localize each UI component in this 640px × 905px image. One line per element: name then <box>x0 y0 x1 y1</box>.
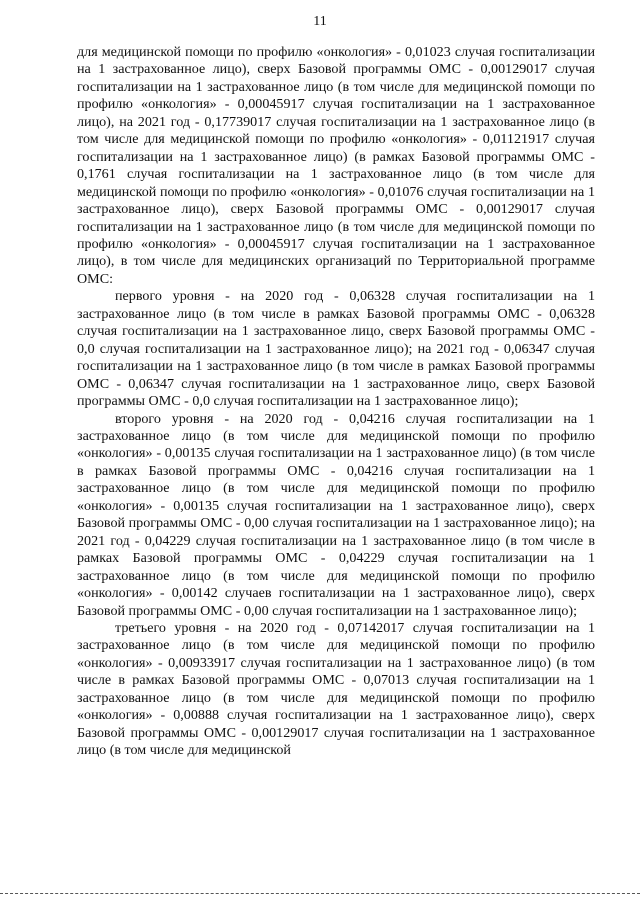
scan-edge-rule <box>0 893 640 894</box>
paragraph-third-level: третьего уровня - на 2020 год - 0,07142017 случая госпитализации на 1 застрахованное лицо (в том числе для медицинской помощи по профилю «онкология» - 0,00933917 случая госпитализации на 1 застрахованное лицо) (в том числе в рамках Базовой программы ОМС - 0,07013 случая госпитализации на 1 застрахованное лицо (в том числе для медицинской помощи по профилю «онкология» - 0,00888 случая госпитализации на 1 застрахованное лицо), сверх Базовой программы ОМС - 0,00129017 случая госпитализации на 1 застрахованное лицо (в том числе для медицинской <box>77 619 595 759</box>
paragraph-first-level: первого уровня - на 2020 год - 0,06328 случая госпитализации на 1 застрахованное лицо (в том числе в рамках Базовой программы ОМС - 0,06328 случая госпитализации на 1 застрахованное лицо, сверх Базовой программы ОМС - 0,0 случая госпитализации на 1 застрахованное лицо); на 2021 год - 0,06347 случая госпитализации на 1 застрахованное лицо (в том числе в рамках Базовой программы ОМС - 0,06347 случая госпитализации на 1 застрахованное лицо, сверх Базовой программы ОМС - 0,0 случая госпитализации на 1 застрахованное лицо); <box>77 288 595 410</box>
page-number: 11 <box>313 14 327 29</box>
document-body <box>77 44 595 760</box>
paragraph-second-level: второго уровня - на 2020 год - 0,04216 случая госпитализации на 1 застрахованное лицо (в том числе для медицинской помощи по профилю «онкология» - 0,00135 случая госпитализации на 1 застрахованное лицо) (в том числе в рамках Базовой программы ОМС - 0,04216 случая госпитализации на 1 застрахованное лицо (в том числе для медицинской помощи по профилю «онкология» - 0,00135 случая госпитализации на 1 застрахованное лицо), сверх Базовой программы ОМС - 0,00 случая госпитализации на 1 застрахованное лицо); на 2021 год - 0,04229 случая госпитализации на 1 застрахованное лицо (в том числе в рамках Базовой программы ОМС - 0,04229 случая госпитализации на 1 застрахованное лицо (в том числе для медицинской помощи по профилю «онкология» - 0,00142 случаев госпитализации на 1 застрахованное лицо), сверх Базовой программы ОМС - 0,00 случая госпитализации на 1 застрахованное лицо); <box>77 410 595 619</box>
paragraph-continuation: для медицинской помощи по профилю «онкология» - 0,01023 случая госпитализации на 1 застрахованное лицо), сверх Базовой программы ОМС - 0,00129017 случая госпитализации на 1 застрахованное лицо (в том числе для медицинской помощи по профилю «онкология» - 0,00045917 случая госпитализации на 1 застрахованное лицо), на 2021 год - 0,17739017 случая госпитализации на 1 застрахованное лицо (в том числе для медицинской помощи по профилю «онкология» - 0,01121917 случая госпитализации на 1 застрахованное лицо) (в рамках Базовой программы ОМС - 0,1761 случая госпитализации на 1 застрахованное лицо (в том числе для медицинской помощи по профилю «онкология» - 0,01076 случая госпитализации на 1 застрахованное лицо), сверх Базовой программы ОМС - 0,00129017 случая госпитализации на 1 застрахованное лицо (в том числе для медицинской помощи по профилю «онкология» - 0,00045917 случая госпитализации на 1 застрахованное лицо), в том числе для медицинских организаций по Территориальной программе ОМС: <box>77 44 595 287</box>
